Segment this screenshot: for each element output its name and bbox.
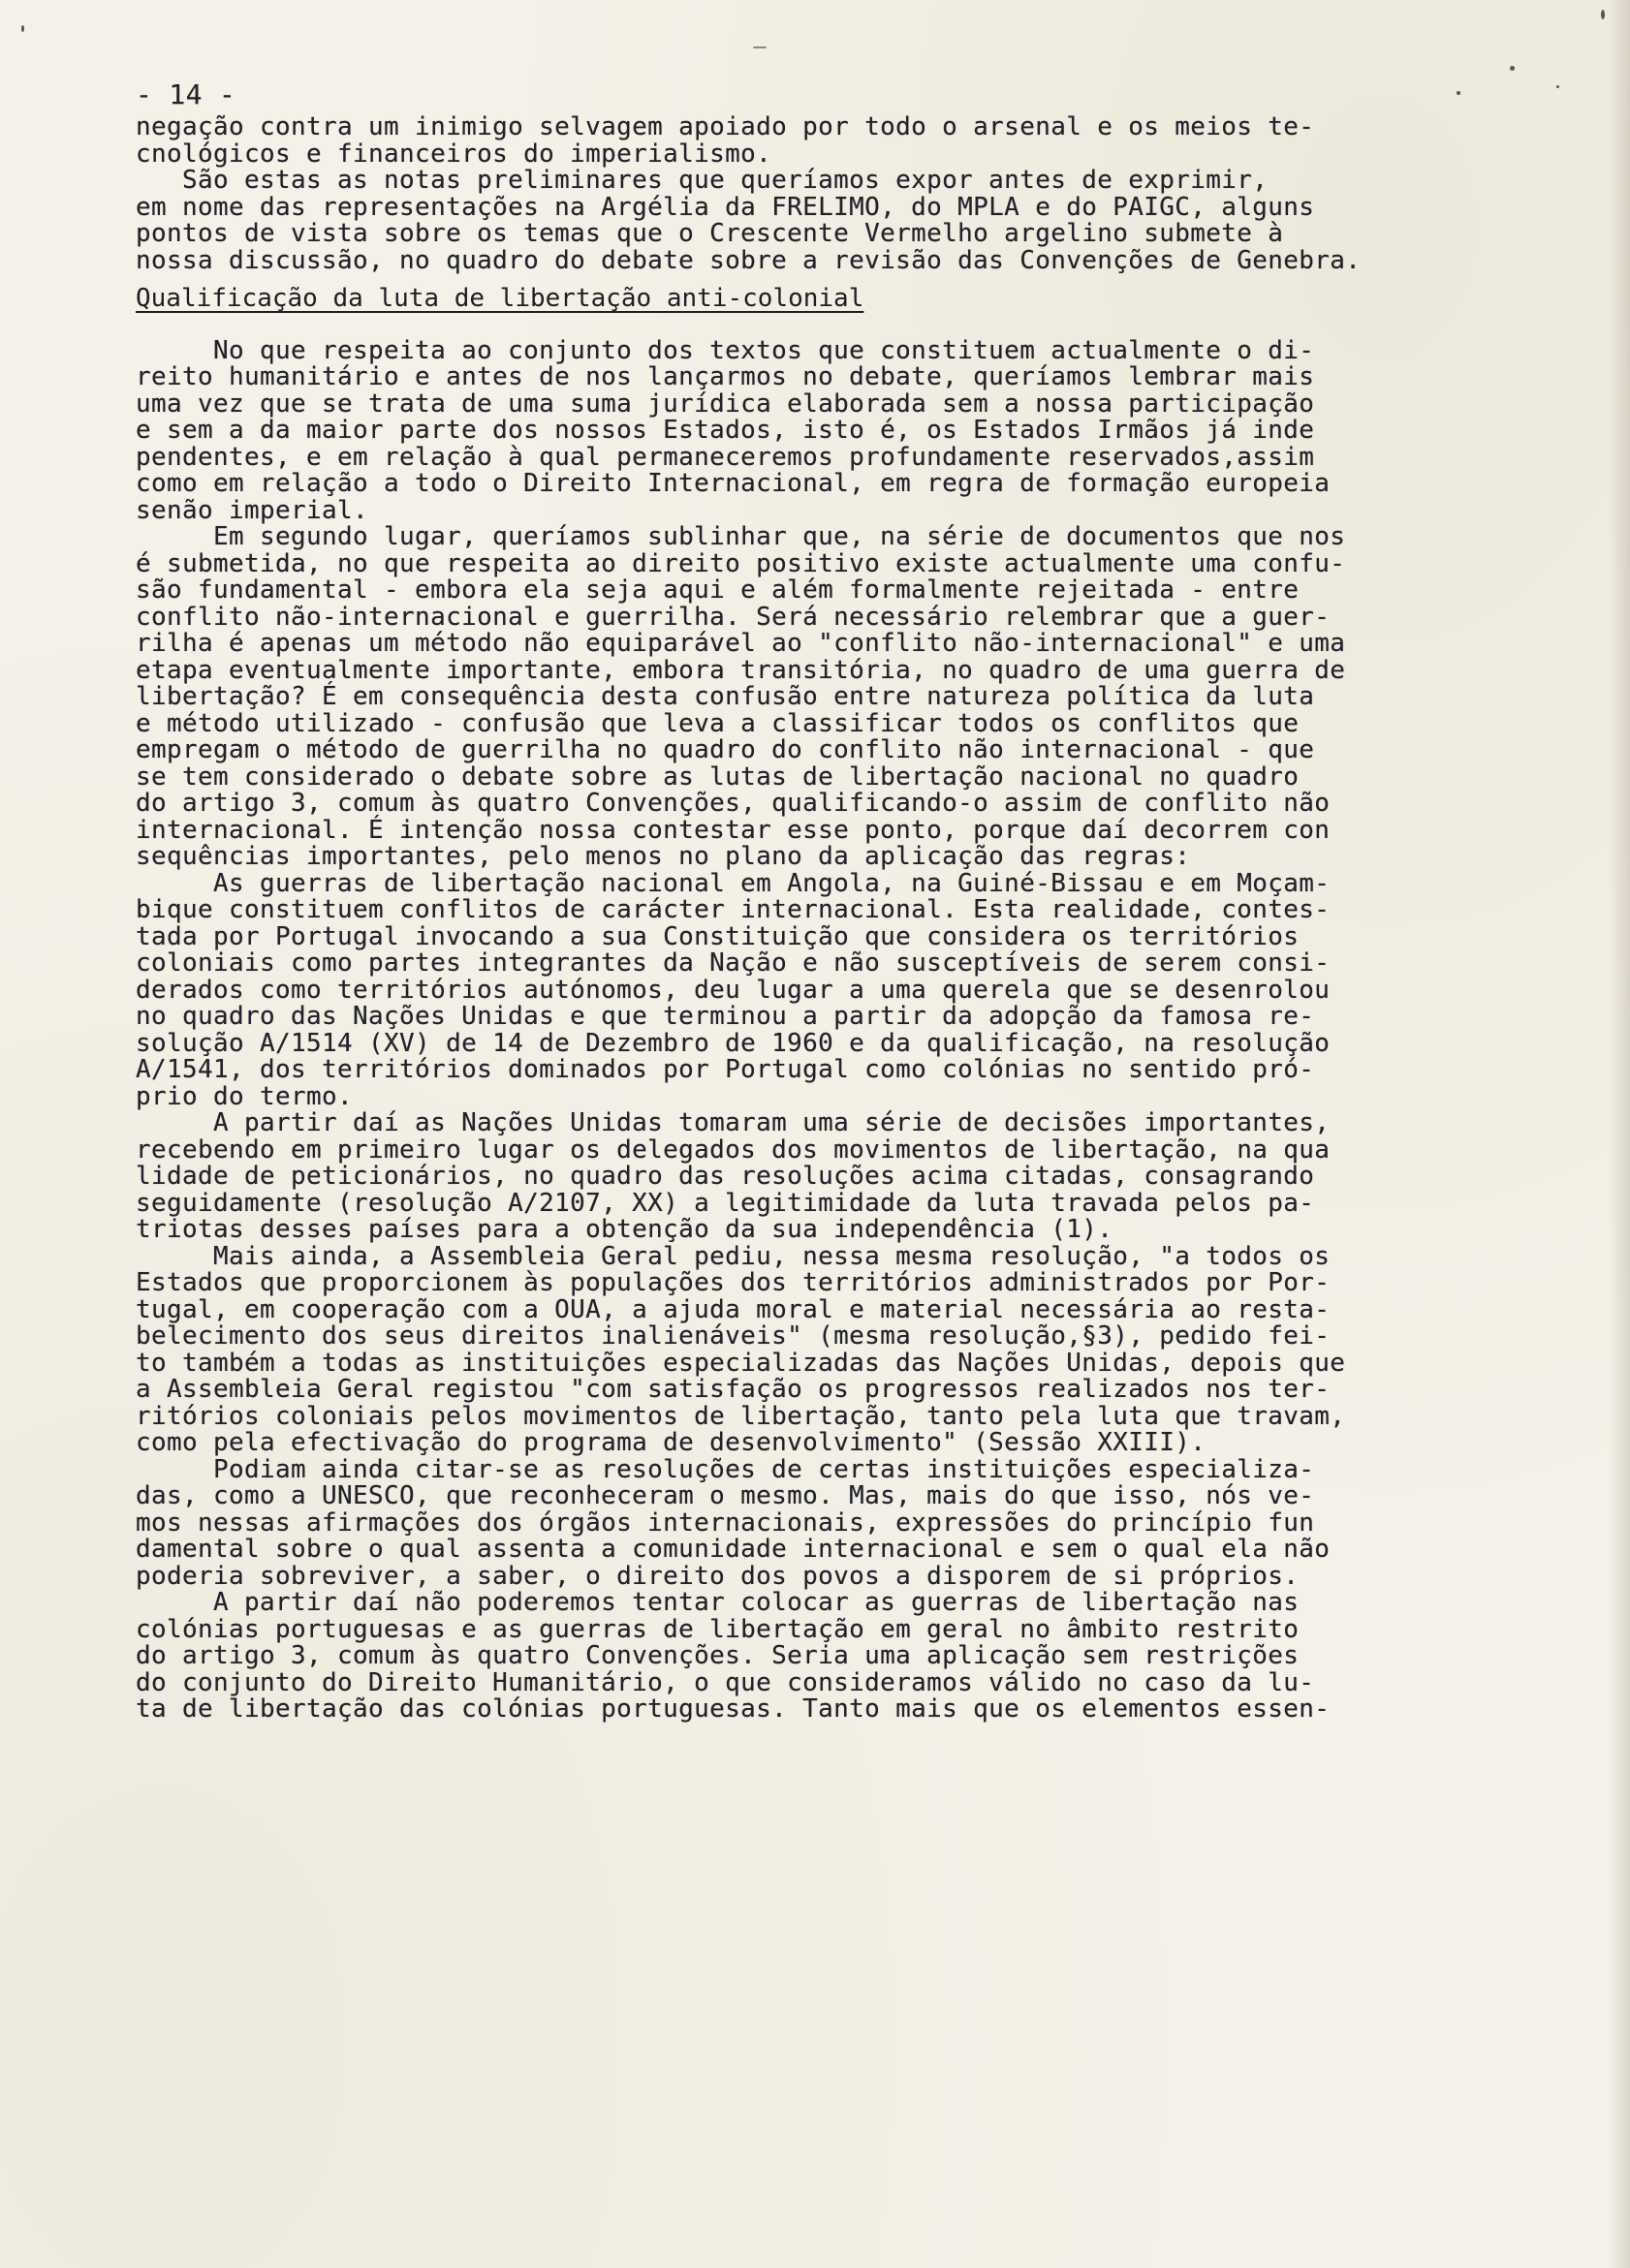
text-line: to também a todas as instituições especializadas das Nações Unidas, depois que bbox=[136, 1348, 1346, 1378]
text-line: A partir daí não poderemos tentar colocar as guerras de libertação nas bbox=[136, 1588, 1300, 1617]
text-line: Podiam ainda citar-se as resoluções de certas instituições especializa- bbox=[136, 1454, 1315, 1484]
text-line: derados como territórios autónomos, deu lugar a uma querela que se desenrolou bbox=[136, 975, 1331, 1005]
text-line: ritórios coloniais pelos movimentos de libertação, tanto pela luta que travam, bbox=[136, 1401, 1346, 1431]
text-line: tada por Portugal invocando a sua Constituição que considera os territórios bbox=[136, 921, 1300, 951]
text-line: internacional. É intenção nossa contestar esse ponto, porque daí decorrem con bbox=[136, 815, 1331, 845]
text-line: ta de libertação das colónias portuguesas. Tanto mais que os elementos essen- bbox=[136, 1694, 1331, 1724]
text-line: bique constituem conflitos de carácter internacional. Esta realidade, contes- bbox=[136, 895, 1331, 924]
ink-speck bbox=[753, 47, 767, 48]
text-line: mos nessas afirmações dos órgãos internacionais, expressões do princípio fun bbox=[136, 1507, 1315, 1538]
text-line: como pela efectivação do programa de desenvolvimento" (Sessão XXIII). bbox=[136, 1428, 1207, 1457]
text-line: No que respeita ao conjunto dos textos que constituem actualmente o di- bbox=[136, 335, 1315, 365]
text-line: como em relação a todo o Direito Internacional, em regra de formação europeia bbox=[136, 469, 1331, 498]
text-line: em nome das representações na Argélia da FRELIMO, do MPLA e do PAIGC, alguns bbox=[136, 192, 1315, 222]
text-line: lidade de peticionários, no quadro das resoluções acima citadas, consagrando bbox=[136, 1162, 1315, 1191]
text-line: no quadro das Nações Unidas e que terminou a partir da adopção da famosa re- bbox=[136, 1002, 1315, 1031]
text-line: etapa eventualmente importante, embora transitória, no quadro de uma guerra de bbox=[136, 655, 1346, 685]
ink-speck bbox=[1601, 10, 1605, 19]
text-line: sequências importantes, pelo menos no plano da aplicação das regras: bbox=[136, 842, 1191, 871]
text-line: rilha é apenas um método não equiparável ao "conflito não-internacional" e uma bbox=[136, 629, 1346, 658]
text-line: As guerras de libertação nacional em Angola, na Guiné-Bissau e em Moçam- bbox=[136, 868, 1331, 898]
ink-speck bbox=[1510, 66, 1515, 71]
page-edge-shadow bbox=[1609, 0, 1630, 2268]
text-line: São estas as notas preliminares que queríamos expor antes de exprimir, bbox=[136, 166, 1269, 195]
text-line: reito humanitário e antes de nos lançarmos no debate, queríamos lembrar mais bbox=[136, 362, 1315, 391]
text-line: cnológicos e financeiros do imperialismo. bbox=[136, 139, 772, 169]
document-body bbox=[136, 78, 1551, 1724]
text-line: negação contra um inimigo selvagem apoiado por todo o arsenal e os meios te- bbox=[136, 112, 1315, 141]
text-line: são fundamental - embora ela seja aqui e além formalmente rejeitada - entre bbox=[136, 575, 1300, 605]
text-line: solução A/1514 (XV) de 14 de Dezembro de 1960 e da qualificação, na resolução bbox=[136, 1028, 1331, 1058]
ink-speck bbox=[1556, 85, 1559, 88]
text-line: colónias portuguesas e as guerras de libertação em geral no âmbito restrito bbox=[136, 1614, 1300, 1644]
text-line: damental sobre o qual assenta a comunidade internacional e sem o qual ela não bbox=[136, 1535, 1331, 1564]
text-line: prio do termo. bbox=[136, 1081, 354, 1111]
text-line: triotas desses países para a obtenção da sua independência (1). bbox=[136, 1215, 1113, 1244]
text-line: tugal, em cooperação com a OUA, a ajuda moral e material necessária ao resta- bbox=[136, 1294, 1331, 1324]
intro-paragraphs bbox=[136, 114, 1551, 274]
text-line: libertação? É em consequência desta confusão entre natureza política da luta bbox=[136, 682, 1315, 711]
text-line: do artigo 3, comum às quatro Convenções, qualificando-o assim de conflito não bbox=[136, 789, 1331, 818]
text-line: uma vez que se trata de uma suma jurídica elaborada sem a nossa participação bbox=[136, 388, 1315, 419]
page-number: - 14 - bbox=[136, 78, 236, 110]
text-line: empregam o método de guerrilha no quadro do conflito não internacional - que bbox=[136, 735, 1315, 764]
ink-speck bbox=[21, 25, 24, 32]
text-line: do conjunto do Direito Humanitário, o que consideramos válido no caso da lu- bbox=[136, 1667, 1315, 1697]
text-line: é submetida, no que respeita ao direito positivo existe actualmente uma confu- bbox=[136, 548, 1346, 578]
text-line: conflito não-internacional e guerrilha. Será necessário relembrar que a guer- bbox=[136, 602, 1331, 632]
text-line: belecimento dos seus direitos inalienáveis" (mesma resolução,§3), pedido fei- bbox=[136, 1321, 1331, 1351]
text-line: senão imperial. bbox=[136, 495, 369, 525]
section-heading: Qualificação da luta de libertação anti-colonial bbox=[136, 284, 864, 313]
text-line: nossa discussão, no quadro do debate sobre a revisão das Convenções de Genebra. bbox=[136, 245, 1362, 275]
text-line: se tem considerado o debate sobre as lutas de libertação nacional no quadro bbox=[136, 761, 1300, 792]
body-paragraphs bbox=[136, 335, 1551, 1724]
text-line: e sem a da maior parte dos nossos Estados, isto é, os Estados Irmãos já inde bbox=[136, 416, 1315, 445]
text-line: Mais ainda, a Assembleia Geral pediu, nessa mesma resolução, "a todos os bbox=[136, 1241, 1331, 1271]
text-line: e método utilizado - confusão que leva a classificar todos os conflitos que bbox=[136, 708, 1300, 738]
text-line: das, como a UNESCO, que reconheceram o mesmo. Mas, mais do que isso, nós ve- bbox=[136, 1481, 1315, 1510]
text-line: recebendo em primeiro lugar os delegados dos movimentos de libertação, na qua bbox=[136, 1134, 1331, 1165]
text-line: poderia sobreviver, a saber, o direito dos povos a disporem de si próprios. bbox=[136, 1561, 1300, 1591]
text-line: seguidamente (resolução A/2107, XX) a legitimidade da luta travada pelos pa- bbox=[136, 1188, 1315, 1218]
text-line: Em segundo lugar, queríamos sublinhar que, na série de documentos que nos bbox=[136, 522, 1346, 551]
text-line: pontos de vista sobre os temas que o Crescente Vermelho argelino submete à bbox=[136, 219, 1284, 248]
text-line: coloniais como partes integrantes da Nação e não susceptíveis de serem consi- bbox=[136, 948, 1331, 978]
text-line: Estados que proporcionem às populações dos territórios administrados por Por- bbox=[136, 1268, 1331, 1297]
text-line: A partir daí as Nações Unidas tomaram uma série de decisões importantes, bbox=[136, 1108, 1331, 1137]
text-line: a Assembleia Geral registou "com satisfação os progressos realizados nos ter- bbox=[136, 1375, 1331, 1404]
text-line: pendentes, e em relação à qual permaneceremos profundamente reservados,assim bbox=[136, 442, 1315, 472]
text-line: do artigo 3, comum às quatro Convenções. Seria uma aplicação sem restrições bbox=[136, 1641, 1300, 1670]
text-line: A/1541, dos territórios dominados por Portugal como colónias no sentido pró- bbox=[136, 1055, 1315, 1084]
